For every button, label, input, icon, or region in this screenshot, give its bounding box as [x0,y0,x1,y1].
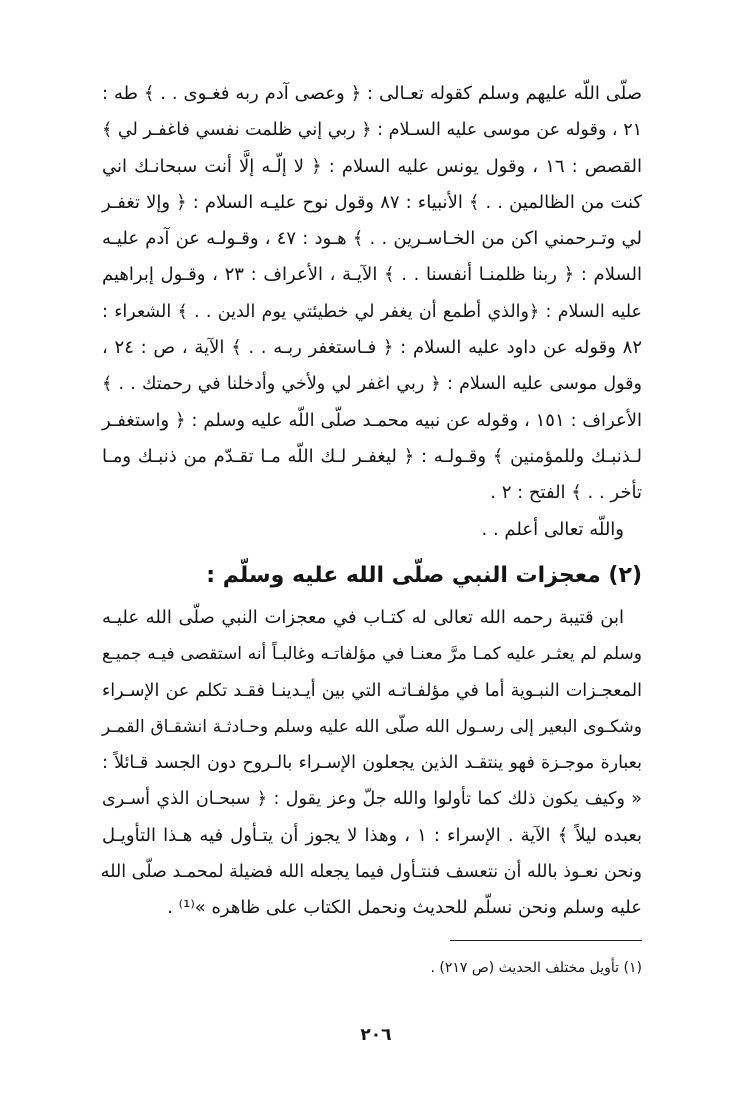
text-line: ونحن نعـوذ بالله أن نتعسف فنتـأول فيما يجعله الله فضيلة لمحمـد صلّى الله [100,862,642,883]
section-heading: (٢) معجزات النبي صلّى الله عليه وسلّم : [206,563,642,588]
footnote: (١) تأويل مختلف الحديث (ص ٢١٧) . [430,960,642,976]
text-line: عليه وسلم ونحن نسلّم للحديث ونحمل الكتاب على ظاهره »⁽¹⁾ . [167,897,642,919]
text-line: ابن قتيبة رحمه الله تعالى له كتـاب في معجزات النبي صلّى الله عليـه [102,607,624,628]
text-line: بعبارة موجـزة فهو ينتقـد الذين يجعلون الإسـراء بالـروح دون الجسد قـائلاً : [102,753,642,774]
text-line: السلام : ﴿ ربنا ظلمنـا أنفسنا . . ﴾ الآيـة ، الأعراف : ٢٣ ، وقـول إبراهيم [102,264,642,286]
paragraph-top [102,76,642,548]
text-line: وسلم لم يعثـر عليه كمـا مرَّ معنـا في مؤلفاتـه وغالبـاً أنه استقصى فيـه جميـع [102,644,642,665]
text-line: ٨٢ وقوله عن داود عليه السلام : ﴿ فـاستغفر ربـه . . ﴾ الآية ، ص : ٢٤ ، [102,337,643,359]
closing-line: واللّه تعالى أعلم . . [481,518,624,540]
footnote-divider [450,940,642,941]
text-line: عليه السلام : ﴿والذي أطمع أن يغفر لي خطيئتي يوم الدين . . ﴾ الشعراء : [102,301,642,322]
text-line: لي وتـرحمني اكن من الخـاسـرين . . ﴾ هـود : ٤٧ ، وقـولـه عن آدم عليـه [102,228,642,250]
text-line: لـذنبـك وللمؤمنين ﴾ وقـولـه : ﴿ ليغفـر لـك اللّه مـا تقـدّم من ذنبـك ومـا [102,445,642,467]
text-line: الأعراف : ١٥١ ، وقوله عن نبيه محمـد صلّى اللّه عليه وسلم : ﴿ واستغفـر [102,409,643,431]
text-line: « وكيف يكون ذلك كما تأولوا والله جلّ وعز يقول : ﴿ سبحـان الذي أسـرى [102,789,642,810]
text-line: تأخر . . ﴾ الفتح : ٢ . [490,482,642,504]
page-number: ٢٠٦ [360,1025,392,1045]
text-line: وقول موسى عليه السلام : ﴿ ربي اغفر لي ولأخي وأدخلنا في رحمتك . . ﴾ [102,374,642,395]
text-line: وشكـوى البعير إلى رسـول الله صلّى الله عليه وسلم وحـادثـة انشقـاق القمـر [102,716,642,737]
text-line: بعبده ليلاً ﴾ الآية . الإسراء : ١ ، وهذا لا يجوز أن يتـأول فيه هـذا التأويـل [102,824,642,846]
text-line: صلّى اللّه عليهم وسلم كقوله تعـالى : ﴿ وعصى آدم ربه فغـوى . . ﴾ طه : [102,83,642,104]
text-line: القصص : ١٦ ، وقول يونس عليه السلام : ﴿ لا إلّـه إلَّا أنت سبحانـك اني [102,155,642,177]
text-line: المعجـزات النبـوية أما في مؤلفـاتـه التي بين أيـدينـا فقـد تكلم عن الإسـراء [102,680,642,701]
text-line: ٢١ ، وقوله عن موسى عليه السـلام : ﴿ ربي إني ظلمت نفسي فاغفـر لي ﴾ [102,120,642,141]
paragraph-bottom [102,600,642,927]
text-line: كنت من الظالمين . . ﴾ الأنبياء : ٨٧ وقول نوح عليـه السلام : ﴿ وإلا تغفـر [102,191,642,213]
